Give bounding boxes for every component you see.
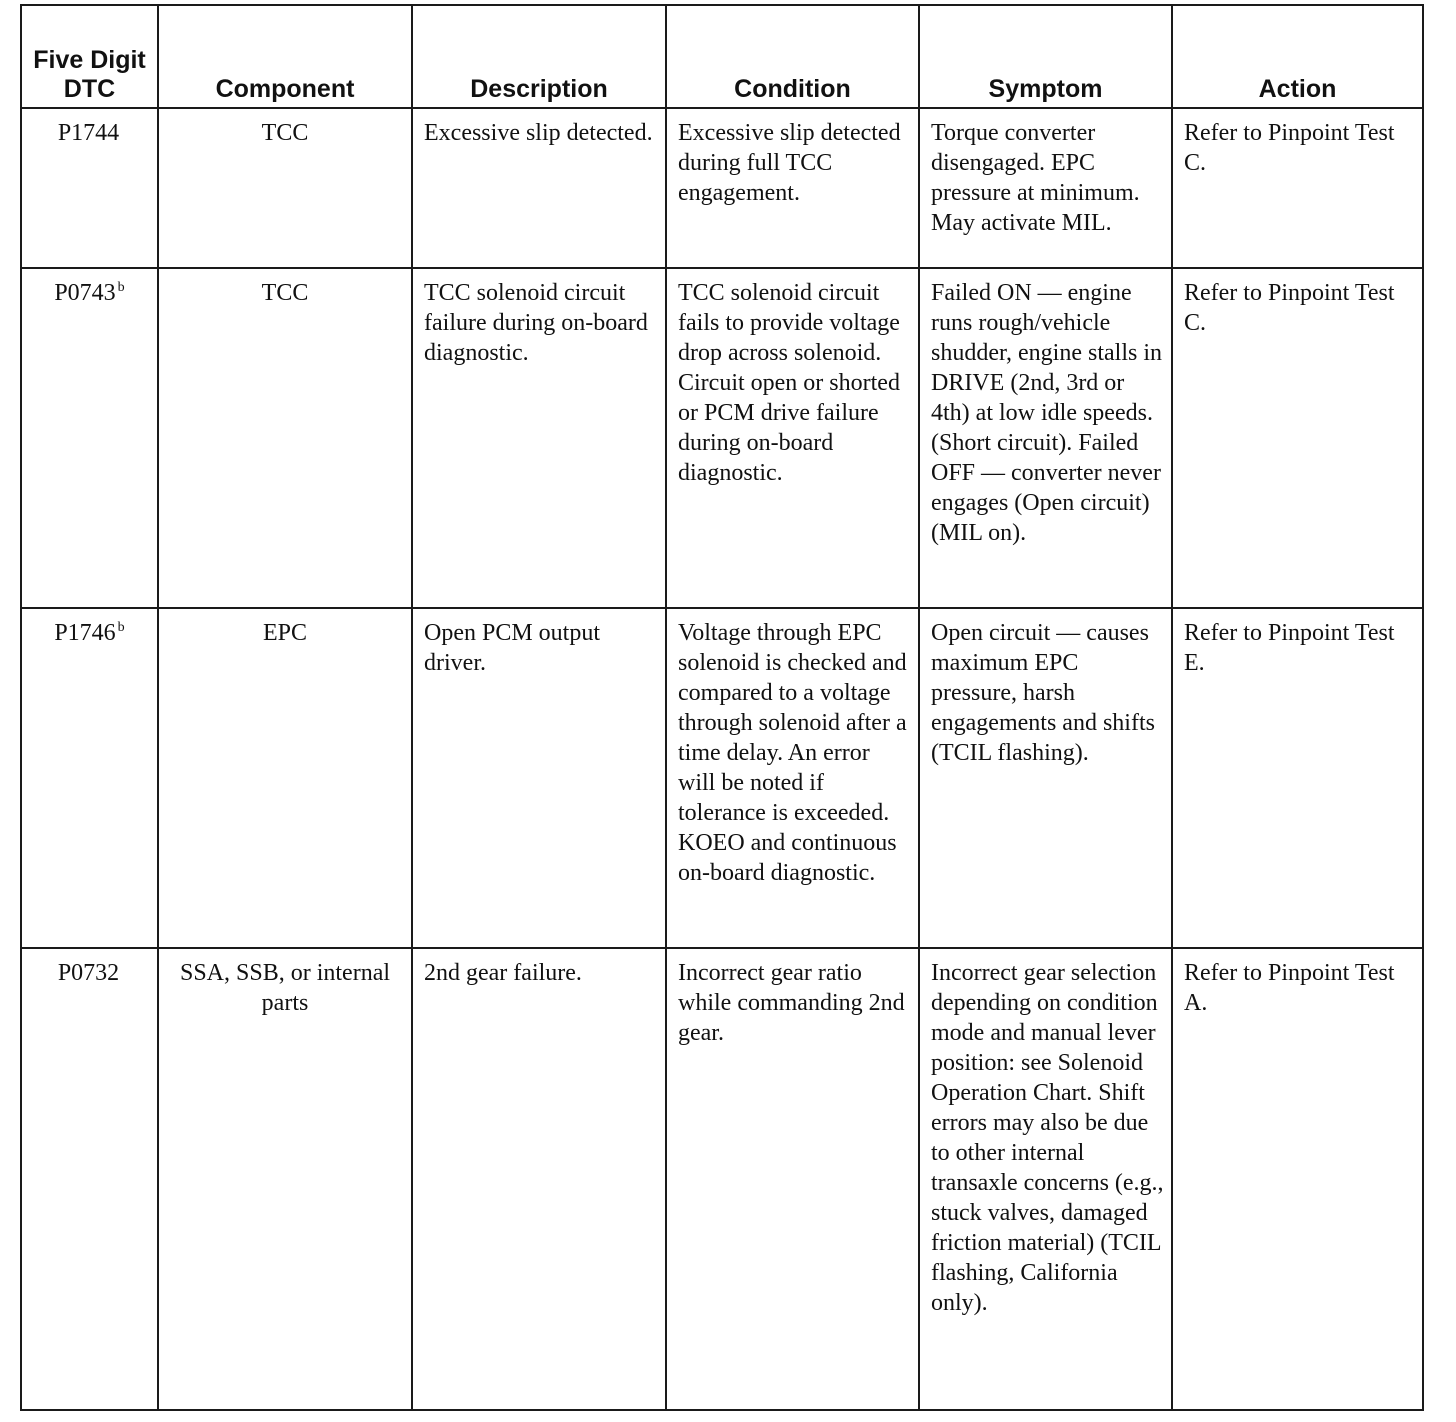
description-cell: 2nd gear failure. (412, 948, 666, 1410)
header-action: Action (1172, 5, 1423, 108)
component-cell: EPC (158, 608, 412, 948)
condition-cell: Incorrect gear ratio while commanding 2nd gear. (666, 948, 919, 1410)
component-cell: TCC (158, 108, 412, 268)
header-dtc: Five Digit DTC (21, 5, 158, 108)
component-cell: TCC (158, 268, 412, 608)
header-description: Description (412, 5, 666, 108)
dtc-code: P1746 (54, 620, 116, 646)
header-symptom: Symptom (919, 5, 1172, 108)
dtc-footnote-mark: b (117, 620, 125, 635)
dtc-cell (21, 268, 158, 608)
dtc-table (20, 4, 1424, 1411)
header-condition: Condition (666, 5, 919, 108)
description-cell: Excessive slip detected. (412, 108, 666, 268)
symptom-cell: Torque converter disengaged. EPC pressure at minimum. May activate MIL. (919, 108, 1172, 268)
action-cell: Refer to Pinpoint Test A. (1172, 948, 1423, 1410)
symptom-cell: Failed ON — engine runs rough/vehicle shudder, engine stalls in DRIVE (2nd, 3rd or 4th) at low idle speeds. (Short circuit). Failed OFF — converter never engages (Open circuit) (MIL on). (919, 268, 1172, 608)
symptom-cell: Incorrect gear selection depending on condition mode and manual lever position: see Solenoid Operation Chart. Shift errors may also be due to other internal transaxle concerns (e.g., stuck valves, damaged friction material) (TCIL flashing, California only). (919, 948, 1172, 1410)
component-cell: SSA, SSB, or internal parts (158, 948, 412, 1410)
dtc-footnote-mark: b (117, 280, 125, 295)
action-cell: Refer to Pinpoint Test E. (1172, 608, 1423, 948)
dtc-cell (21, 608, 158, 948)
action-cell: Refer to Pinpoint Test C. (1172, 108, 1423, 268)
table-row (21, 268, 1423, 608)
dtc-code: P0732 (57, 960, 120, 986)
condition-cell: TCC solenoid circuit fails to provide voltage drop across solenoid. Circuit open or shorted or PCM drive failure during on-board diagnostic. (666, 268, 919, 608)
dtc-cell (21, 948, 158, 1410)
table-row (21, 948, 1423, 1410)
dtc-code: P0743 (54, 280, 116, 306)
description-cell: TCC solenoid circuit failure during on-board diagnostic. (412, 268, 666, 608)
action-cell: Refer to Pinpoint Test C. (1172, 268, 1423, 608)
header-component: Component (158, 5, 412, 108)
symptom-cell: Open circuit — causes maximum EPC pressure, harsh engagements and shifts (TCIL flashing). (919, 608, 1172, 948)
condition-cell: Voltage through EPC solenoid is checked and compared to a voltage through solenoid after a time delay. An error will be noted if tolerance is exceeded. KOEO and continuous on-board diagnostic. (666, 608, 919, 948)
table-row (21, 608, 1423, 948)
table-row (21, 108, 1423, 268)
header-row (21, 5, 1423, 108)
dtc-cell (21, 108, 158, 268)
condition-cell: Excessive slip detected during full TCC engagement. (666, 108, 919, 268)
dtc-code: P1744 (57, 120, 120, 146)
description-cell: Open PCM output driver. (412, 608, 666, 948)
